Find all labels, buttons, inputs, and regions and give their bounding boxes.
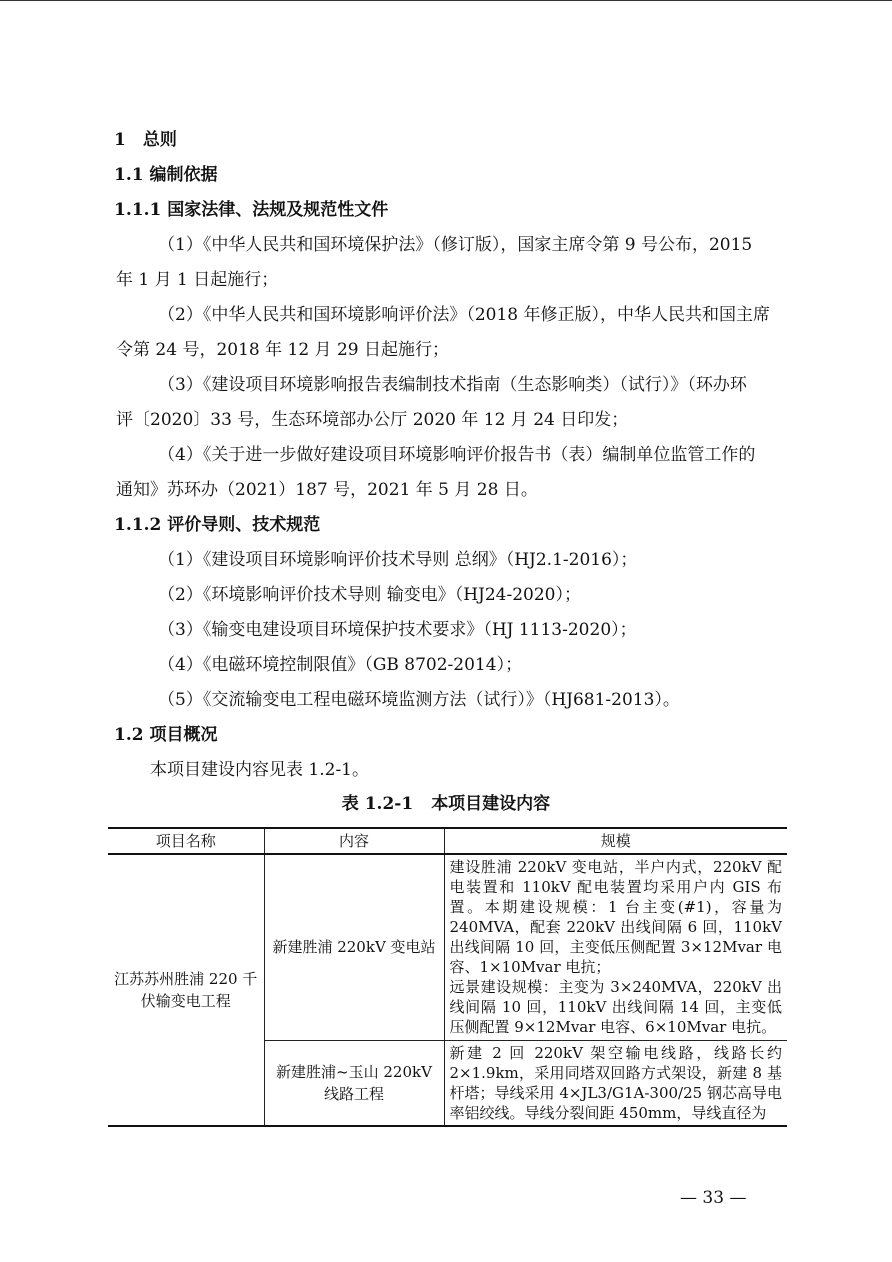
table-row [108, 854, 787, 1040]
scale-text: 建设胜浦 220kV 变电站，半户内式，220kV 配电装置和 110kV 配电装置均采用户内 GIS 布置。本期建设规模：1 台主变(#1)，容量为 240MVA，配套 220kV 出线间隔 6 回，110kV 出线间隔 10 回，主变低压侧配置 3×12Mvar 电容、1×10Mvar 电抗； [449, 858, 782, 977]
heading-1-2: 1.2 项目概况 [114, 725, 218, 745]
scale-text: 远景建设规模：主变为 3×240MVA，220kV 出线间隔 10 回，110kV 出线间隔 14 回，主变低压侧配置 9×12Mvar 电容、6×10Mvar 电抗。 [449, 978, 782, 1037]
page-number: — 33 — [680, 1188, 747, 1208]
law-3-line-2: 评〔2020〕33 号，生态环境部办公厅 2020 年 12 月 24 日印发； [116, 410, 629, 430]
heading-1: 1 总则 [114, 130, 177, 150]
project-name-cell: 江苏苏州胜浦 220 千伏输变电工程 [108, 854, 264, 1126]
heading-1-1-2: 1.1.2 评价导则、技术规范 [114, 515, 321, 535]
overview-text: 本项目建设内容见表 1.2-1。 [150, 760, 369, 780]
spec-item: （3）《输变电建设项目环境保护技术要求》（HJ 1113-2020）； [158, 620, 637, 640]
heading-1-1-1: 1.1.1 国家法律、法规及规范性文件 [114, 200, 389, 220]
law-1-line-2: 年 1 月 1 日起施行； [116, 270, 279, 290]
law-1-line-1: （1）《中华人民共和国环境保护法》（修订版），国家主席令第 9 号公布，2015 [158, 235, 753, 255]
scale-cell [444, 1040, 787, 1126]
header-project-name: 项目名称 [108, 828, 264, 854]
table-caption-title: 本项目建设内容 [431, 794, 551, 814]
page-top-border [0, 0, 892, 1]
scale-text: 新建 2 回 220kV 架空输电线路，线路长约 2×1.9km，采用同塔双回路方式架设，新建 8 基杆塔；导线采用 4×JL3/G1A-300/25 钢芯高导电率铝绞线。导线分裂间距 450mm，导线直径为 [449, 1043, 782, 1122]
content-cell: 新建胜浦 220kV 变电站 [264, 854, 444, 1040]
table-caption [0, 792, 892, 816]
law-4-line-2: 通知》苏环办（2021）187 号，2021 年 5 月 28 日。 [116, 480, 538, 500]
law-2-line-2: 令第 24 号，2018 年 12 月 29 日起施行； [116, 340, 449, 360]
content-cell: 新建胜浦~玉山 220kV 线路工程 [264, 1040, 444, 1126]
project-content-table [108, 827, 787, 1127]
law-4-line-1: （4）《关于进一步做好建设项目环境影响评价报告书（表）编制单位监管工作的 [158, 445, 756, 465]
table-header-row [108, 828, 787, 854]
law-3-line-1: （3）《建设项目环境影响报告表编制技术指南（生态影响类）（试行）》（环办环 [158, 375, 747, 395]
header-scale: 规模 [444, 828, 787, 854]
header-content: 内容 [264, 828, 444, 854]
spec-item: （5）《交流输变电工程电磁环境监测方法（试行）》（HJ681-2013）。 [158, 690, 680, 710]
law-2-line-1: （2）《中华人民共和国环境影响评价法》（2018 年修正版），中华人民共和国主席 [158, 305, 770, 325]
heading-1-1: 1.1 编制依据 [114, 165, 218, 185]
spec-item: （1）《建设项目环境影响评价技术导则 总纲》（HJ2.1-2016）； [158, 550, 638, 570]
scale-cell [444, 854, 787, 1040]
spec-item: （2）《环境影响评价技术导则 输变电》（HJ24-2020）； [158, 585, 581, 605]
table-caption-number: 表 1.2-1 [341, 794, 414, 814]
spec-item: （4）《电磁环境控制限值》（GB 8702-2014）； [158, 655, 523, 675]
